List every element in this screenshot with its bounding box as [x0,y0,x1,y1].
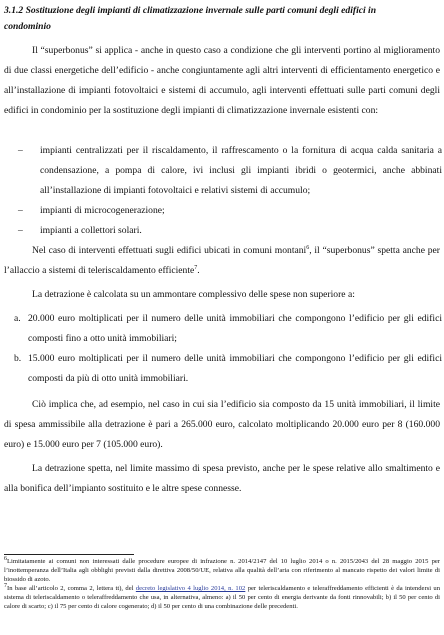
footnote-text: per teleriscaldamento e teleraffreddamento efficienti è da intendersi un sistema di teleriscaldamento o teleraffreddamento che usa, in alternativa, almeno: a) il 50 per cento di energia derivante da fonti rinnovabili; b) il 50 per cento di calore di scarto; c) il 75 per cento di calore cogenerato; d) il 50 per cento di una combinazione delle precedenti. [4,585,441,610]
footnote-number: 7 [4,582,7,589]
dash-bullet: – [18,145,23,156]
dash-bullet: – [18,225,23,236]
section-heading-line1: 3.1.2 Sostituzione degli impianti di climatizzazione invernale sulle parti comuni degli edifici in [4,5,377,16]
intro-paragraph: Il “superbonus” si applica - anche in questo caso a condizione che gli interventi portino al miglioramento di due classi energetiche dell’edificio - anche congiuntamente agli altri interventi di efficientamento energetico e all’installazione di impianti fotovoltaici e sistemi di accumulo, agli interventi effettuati sulle parti comuni degli edifici in condominio per la sostituzione degli impianti di climatizzazione invernale esistenti con: [4,45,440,116]
footnote-ref-6[interactable]: 6 [306,244,310,251]
footnotes [4,557,440,611]
list-item-text: 15.000 euro moltiplicati per il numero delle unità immobiliari che compongono l’edificio per gli edifici composti da più di otto unità immobiliari. [28,353,442,384]
list-item-text: 20.000 euro moltiplicati per il numero delle unità immobiliari che compongono l’edificio per gli edifici composti fino a otto unità immobiliari; [28,313,442,344]
footnote-number: 6 [4,555,7,562]
list-item [4,221,440,241]
list-marker-b: b. [14,353,22,364]
footnote-divider [4,554,134,555]
example-paragraph: Ciò implica che, ad esempio, nel caso in cui sia l’edificio sia composto da 15 unità immobiliari, il limite di spesa ammissibile alla detrazione è pari a 265.000 euro, calcolato moltiplicando 20.000 euro per 8 (160.000 euro) e 15.000 euro per 7 (105.000 euro). [4,399,440,450]
dash-bullet: – [18,205,23,216]
mountain-municipalities-paragraph [4,241,440,281]
legislative-decree-link[interactable]: decreto legislativo 4 luglio 2014, n. 102 [135,585,246,592]
paragraph-text: . [197,265,200,276]
list-item-text: impianti centralizzati per il riscaldamento, il raffrescamento o la fornitura di acqua calda sanitaria a condensazione, a pompa di calore, ivi inclusi gli impianti ibridi o geotermici, anche abbinati all’installazione di impianti fotovoltaici e relativi sistemi di accumulo; [40,145,442,196]
list-marker-a: a. [14,313,21,324]
footnote-7 [4,584,440,611]
footnote-text: In base all’articolo 2, comma 2, lettera tt), del [7,585,136,592]
list-item [4,309,440,349]
paragraph-text: Nel caso di interventi effettuati sugli edifici ubicati in comuni montani [32,245,307,256]
disposal-paragraph: La detrazione spetta, nel limite massimo di spesa previsto, anche per le spese relative allo smaltimento e alla bonifica dell’impianto sostituito e le altre spese connesse. [4,463,440,494]
footnote-ref-7[interactable]: 7 [194,264,198,271]
footnote-text: Limitatamente ai comuni non interessati dalle procedure europee di infrazione n. 2014/2147 del 10 luglio 2014 o n. 2015/2043 del 28 maggio 2015 per l’inottemperanza dell’Italia agli obblighi previsti dalla direttiva 2008/50/UE, relativa alla qualità dell’aria con riferimento al mancato rispetto dei valori limite di biossido di azoto. [4,558,440,583]
spending-limit-paragraph: La detrazione è calcolata su un ammontare complessivo delle spese non superiore a: [32,289,355,300]
paragraph-text: , il “superbonus” spetta anche per l’allaccio a sistemi di teleriscaldamento efficiente [4,245,441,276]
list-item-text: impianti di microcogenerazione; [40,205,165,216]
footnote-6 [4,557,440,584]
list-item [4,141,440,201]
section-heading-line2: condominio [4,20,51,32]
list-item [4,349,440,389]
list-item [4,201,440,221]
list-item-text: impianti a collettori solari. [40,225,142,236]
section-heading [4,3,440,34]
